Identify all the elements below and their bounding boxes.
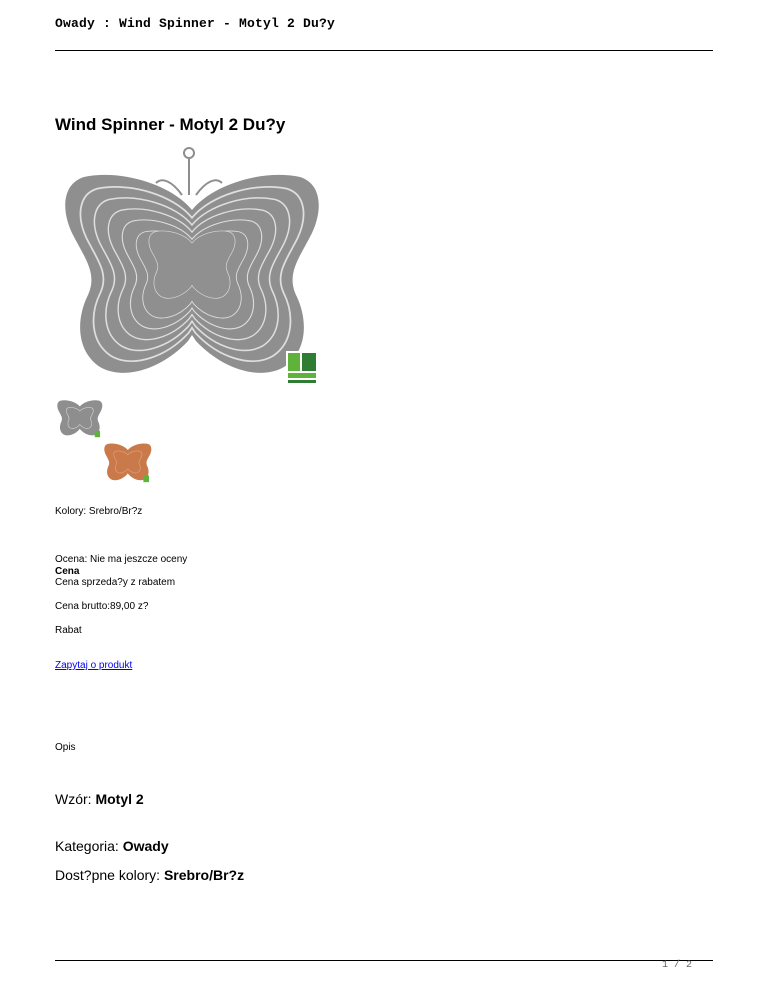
category-value: Owady — [122, 838, 169, 854]
available-colors-attribute — [55, 867, 244, 883]
price-label: Cena — [55, 566, 80, 577]
butterfly-spinner-image[interactable] — [62, 145, 324, 393]
zielone-storie-logo-icon — [286, 351, 320, 389]
category-attribute — [55, 838, 169, 854]
colors-text: Kolory: Srebro/Br?z — [55, 506, 143, 517]
discount-text: Rabat — [55, 625, 82, 636]
description-label: Opis — [55, 742, 76, 753]
page-number: 1 / 2 — [662, 960, 693, 971]
category-label: Kategoria: — [55, 838, 123, 854]
available-colors-label: Dost?pne kolory: — [55, 867, 164, 883]
available-colors-value: Srebro/Br?z — [163, 867, 245, 883]
pattern-label: Wzór: — [55, 791, 96, 807]
pattern-value: Motyl 2 — [95, 791, 144, 807]
gross-price-text: Cena brutto:89,00 z? — [55, 601, 149, 612]
thumbnail-silver-image[interactable] — [55, 395, 105, 439]
ask-about-product-link[interactable]: Zapytaj o produkt — [55, 660, 133, 671]
footer-divider — [55, 960, 713, 961]
rating-text: Ocena: Nie ma jeszcze oceny — [55, 554, 188, 565]
document-header-title: Owady : Wind Spinner - Motyl 2 Du?y — [55, 16, 336, 31]
pattern-attribute — [55, 791, 144, 807]
product-title: Wind Spinner - Motyl 2 Du?y — [55, 115, 286, 134]
header-divider — [55, 50, 713, 51]
thumbnail-bronze-image[interactable] — [102, 438, 154, 484]
sale-price-text: Cena sprzeda?y z rabatem — [55, 577, 176, 588]
